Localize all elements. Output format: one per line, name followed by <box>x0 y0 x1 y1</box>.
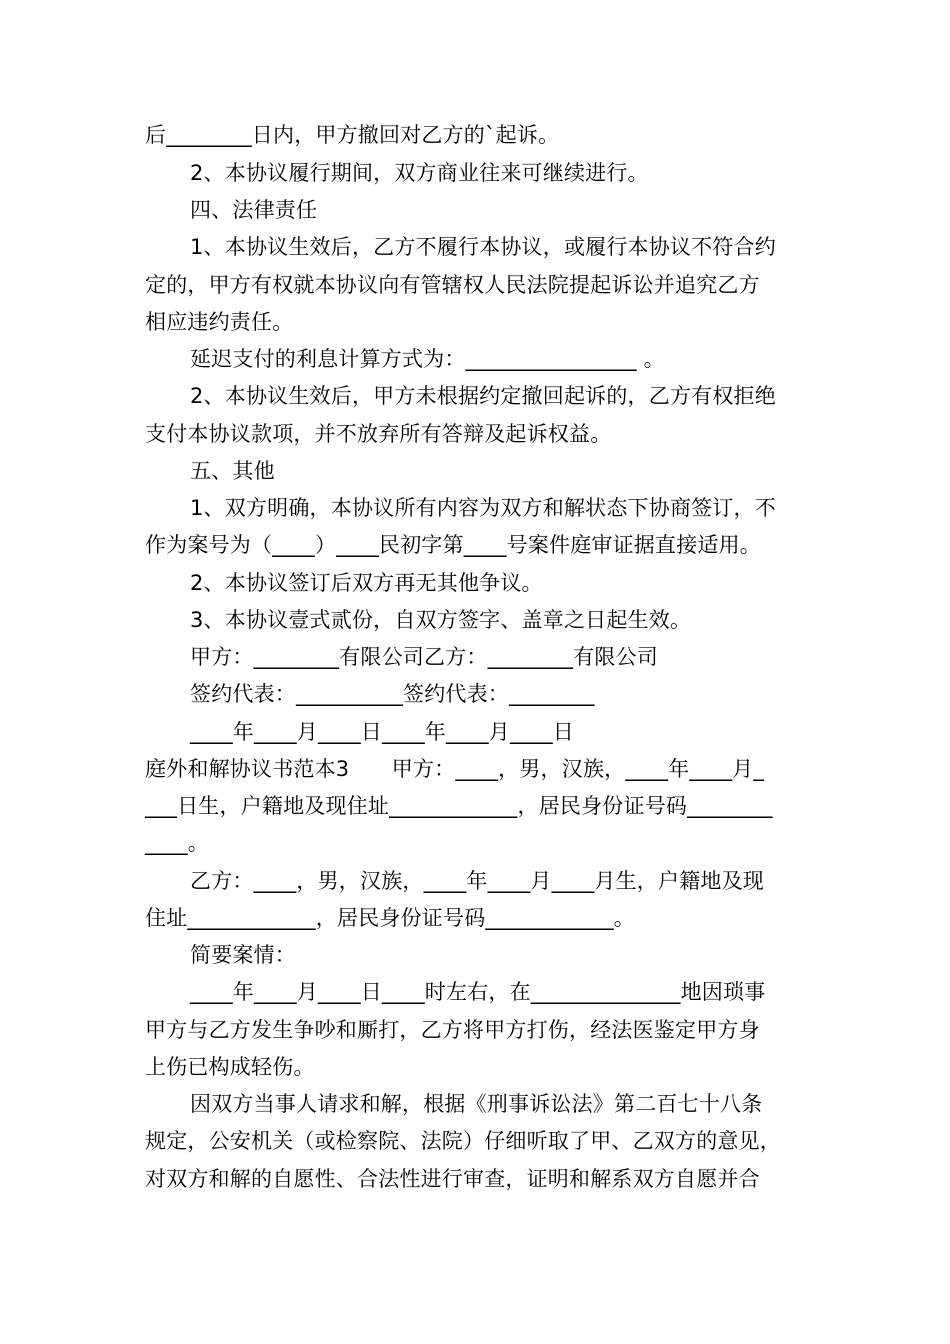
text-line: 2、本协议签订后双方再无其他争议。 <box>190 571 543 595</box>
text-line: 相应违约责任。 <box>145 310 294 334</box>
section-heading: 五、其他 <box>190 459 275 483</box>
signature-parties-line: 甲方：________有限公司乙方：________有限公司 <box>190 645 658 669</box>
signature-representatives-line: 签约代表：__________签约代表：________ <box>190 682 595 706</box>
section-heading: 四、法律责任 <box>190 198 318 222</box>
text-line: ____年____月____日____时左右，在______________地因琐事 <box>190 980 766 1004</box>
text-line: ____。 <box>145 831 209 855</box>
text-line: 定的，甲方有权就本协议向有管辖权人民法院提起诉讼并追究乙方 <box>145 273 760 297</box>
text-line: 乙方：____，男，汉族，____年____月____月生，户籍地及现 <box>190 869 764 893</box>
text-line: 因双方当事人请求和解，根据《刑事诉讼法》第二百七十八条 <box>190 1092 763 1116</box>
text-line: ___日生，户籍地及现住址____________，居民身份证号码________ <box>145 794 773 818</box>
text-line: 住址____________，居民身份证号码____________。 <box>145 906 635 930</box>
text-line: 后________日内，甲方撤回对乙方的`起诉。 <box>145 123 560 147</box>
text-line: 庭外和解协议书范本3 甲方：____，男，汉族，____年____月_ <box>145 757 765 781</box>
text-line: 3、本协议壹式贰份，自双方签字、盖章之日起生效。 <box>190 608 692 632</box>
text-line: 甲方与乙方发生争吵和厮打，乙方将甲方打伤，经法医鉴定甲方身 <box>145 1018 760 1042</box>
section-heading: 简要案情： <box>190 943 296 967</box>
text-line: 规定，公安机关（或检察院、法院）仔细听取了甲、乙双方的意见， <box>145 1129 781 1153</box>
text-line: 作为案号为（____）____民初字第____号案件庭审证据直接适用。 <box>145 533 761 557</box>
text-line: 支付本协议款项，并不放弃所有答辩及起诉权益。 <box>145 422 612 446</box>
text-line: 1、本协议生效后，乙方不履行本协议，或履行本协议不符合约 <box>190 235 776 259</box>
text-line: 对双方和解的自愿性、合法性进行审查，证明和解系双方自愿并合 <box>145 1167 760 1191</box>
text-line: 上伤已构成轻伤。 <box>145 1055 315 1079</box>
text-line: 1、双方明确，本协议所有内容为双方和解状态下协商签订，不 <box>190 496 776 520</box>
text-line: 2、本协议生效后，甲方未根据约定撤回起诉的，乙方有权拒绝 <box>190 384 776 408</box>
text-line: 2、本协议履行期间，双方商业往来可继续进行。 <box>190 161 649 185</box>
signature-date-line: ____年____月____日____年____月____日 <box>190 720 574 744</box>
text-line: 延迟支付的利息计算方式为：________________ 。 <box>190 347 665 371</box>
